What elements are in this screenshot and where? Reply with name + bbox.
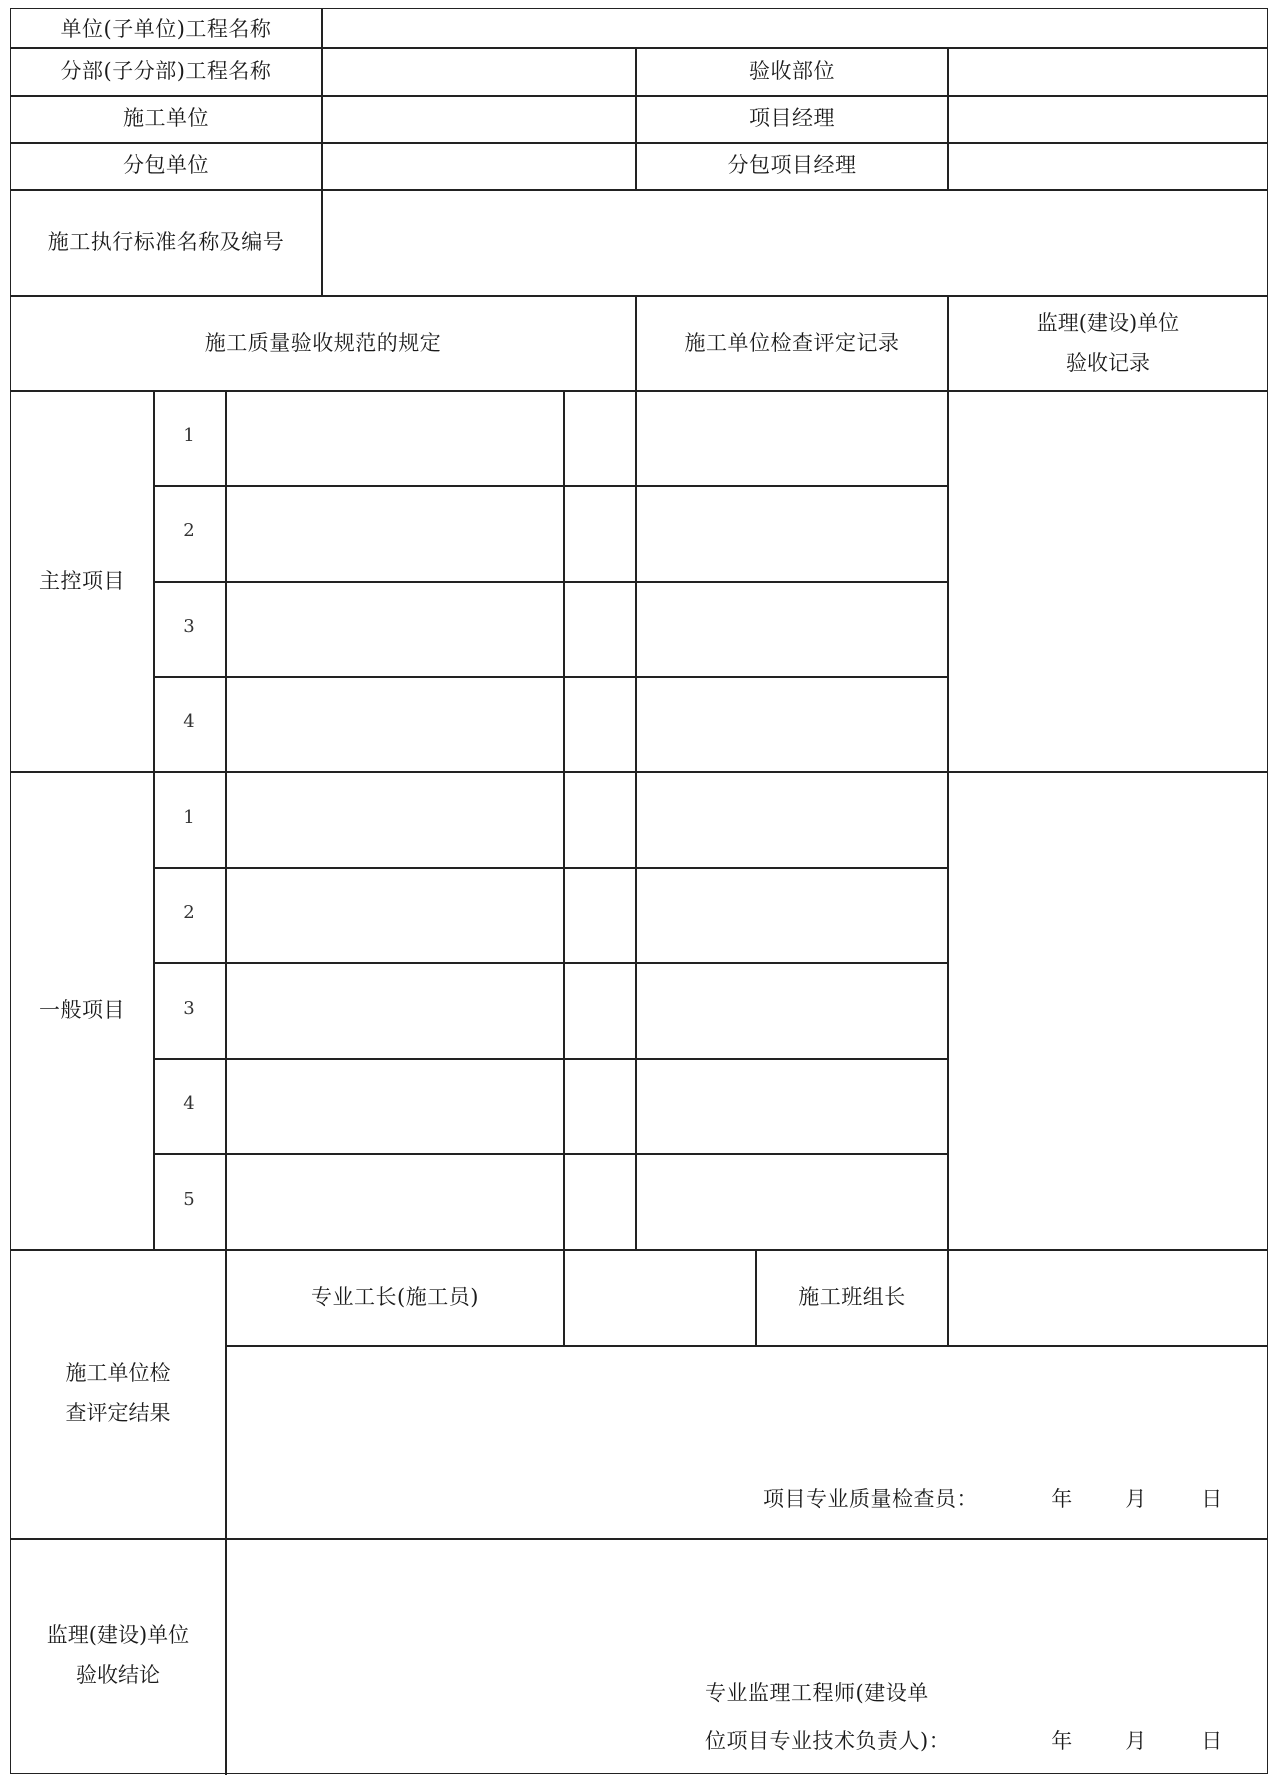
check-result-label — [11, 1353, 225, 1433]
main-item-number: 3 — [183, 616, 195, 637]
subcontract-unit-label: 分包单位 — [123, 153, 209, 177]
col-line — [947, 390, 949, 1249]
supervision-header-line1: 监理(建设)单位 — [1036, 311, 1180, 335]
general-item-number: 3 — [183, 998, 195, 1019]
division-project-value[interactable] — [323, 49, 635, 95]
supervision-column-header — [949, 303, 1267, 383]
conclusion-year-label: 年 — [1051, 1729, 1073, 1753]
row-line — [225, 1345, 1267, 1347]
row-line — [153, 1153, 947, 1155]
conclusion-label-line2: 验收结论 — [76, 1663, 160, 1687]
construction-unit-value[interactable] — [323, 97, 635, 142]
subcontract-unit-value[interactable] — [323, 144, 635, 189]
spec-column-header: 施工质量验收规范的规定 — [204, 331, 442, 355]
standard-value[interactable] — [323, 191, 1267, 295]
check-record-column-header: 施工单位检查评定记录 — [684, 331, 900, 355]
main-item-number: 1 — [183, 425, 195, 446]
col-line — [635, 390, 637, 1249]
subcontract-manager-value[interactable] — [949, 144, 1267, 189]
foreman-value[interactable] — [565, 1251, 755, 1345]
inspection-form — [10, 8, 1268, 1774]
check-month-label: 月 — [1125, 1487, 1147, 1511]
row-line — [153, 485, 947, 487]
acceptance-part-label: 验收部位 — [749, 59, 835, 83]
main-item-number: 2 — [183, 520, 195, 541]
conclusion-day-label: 日 — [1201, 1729, 1223, 1753]
general-item-number: 1 — [183, 807, 195, 828]
unit-project-value[interactable] — [323, 9, 1267, 47]
conclusion-label — [11, 1615, 225, 1695]
conclusion-label-line1: 监理(建设)单位 — [46, 1623, 190, 1647]
conclusion-month-label: 月 — [1125, 1729, 1147, 1753]
col-line — [563, 390, 565, 1249]
check-result-label-line2: 查评定结果 — [65, 1401, 171, 1425]
row-line — [11, 390, 1267, 392]
construction-unit-label: 施工单位 — [123, 106, 209, 130]
engineer-label-line1: 专业监理工程师(建设单 — [705, 1681, 929, 1705]
inspector-label: 项目专业质量检查员： — [763, 1487, 978, 1511]
row-line — [153, 1058, 947, 1060]
row-line — [11, 1538, 1267, 1540]
row-line — [153, 581, 947, 583]
project-manager-value[interactable] — [949, 97, 1267, 142]
check-year-label: 年 — [1051, 1487, 1073, 1511]
supervision-header-line2: 验收记录 — [1066, 351, 1150, 375]
project-manager-label: 项目经理 — [749, 106, 835, 130]
foreman-label: 专业工长(施工员) — [311, 1285, 479, 1309]
col-line — [225, 390, 227, 1775]
main-item-number: 4 — [183, 711, 195, 732]
subcontract-manager-label: 分包项目经理 — [727, 153, 857, 177]
general-item-number: 4 — [183, 1093, 195, 1114]
row-line — [11, 295, 1267, 297]
check-result-label-line1: 施工单位检 — [65, 1361, 171, 1385]
row-line — [11, 771, 1267, 773]
standard-label: 施工执行标准名称及编号 — [47, 230, 285, 254]
engineer-label-line2: 位项目专业技术负责人)： — [705, 1729, 951, 1753]
general-item-number: 5 — [183, 1189, 195, 1210]
team-leader-label: 施工班组长 — [798, 1285, 906, 1309]
main-items-label: 主控项目 — [39, 569, 125, 593]
team-leader-value[interactable] — [949, 1251, 1267, 1345]
division-project-label: 分部(子分部)工程名称 — [60, 59, 272, 83]
general-item-number: 2 — [183, 902, 195, 923]
unit-project-label: 单位(子单位)工程名称 — [60, 17, 272, 41]
general-items-label: 一般项目 — [39, 998, 125, 1022]
row-line — [153, 962, 947, 964]
acceptance-part-value[interactable] — [949, 49, 1267, 95]
row-line — [153, 676, 947, 678]
row-line — [153, 867, 947, 869]
check-day-label: 日 — [1201, 1487, 1223, 1511]
